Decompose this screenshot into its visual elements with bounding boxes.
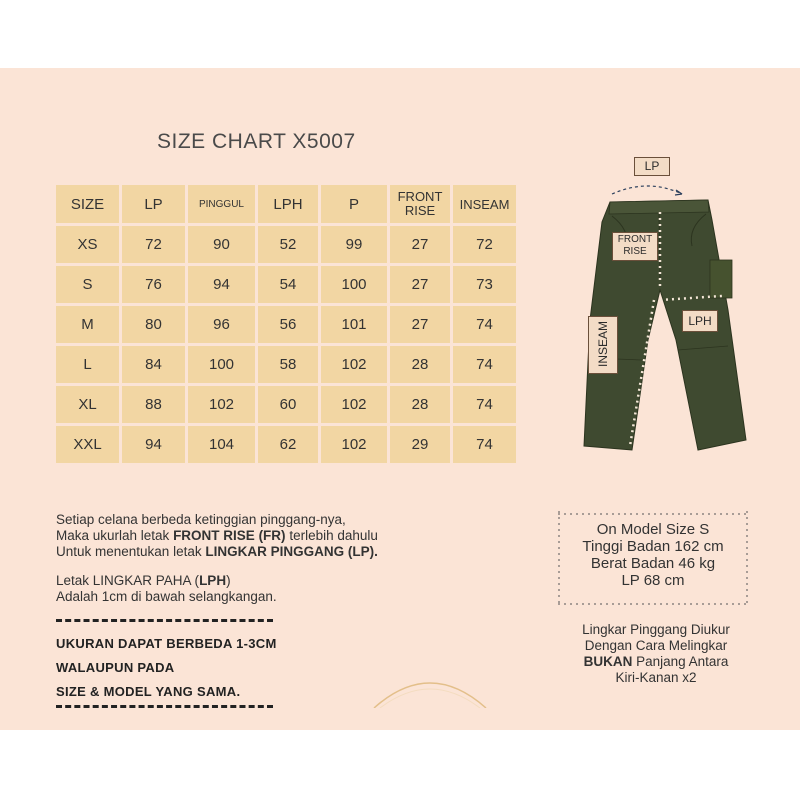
cell-pinggul: 104: [188, 426, 255, 463]
cell-lph: 52: [258, 226, 318, 263]
cell-pinggul: 96: [188, 306, 255, 343]
cell-p: 102: [321, 346, 387, 383]
label-lp: LP: [634, 157, 670, 176]
cell-front-rise: 28: [390, 346, 450, 383]
note-line: Adalah 1cm di bawah selangkangan.: [56, 589, 277, 604]
measurement-notes: [56, 512, 378, 605]
note-line: Setiap celana berbeda ketinggian pinggang-nya,: [56, 512, 346, 527]
label-front-rise: [612, 232, 658, 261]
label-inseam: [588, 316, 618, 374]
header-lph: LPH: [258, 185, 318, 223]
model-weight: Berat Badan 46 kg: [590, 555, 716, 572]
model-waist: LP 68 cm: [621, 572, 685, 589]
cell-front-rise: 27: [390, 226, 450, 263]
spacer: [56, 560, 378, 573]
note-line: [56, 544, 378, 560]
model-size: On Model Size S: [596, 521, 710, 538]
cell-lp: 84: [122, 346, 185, 383]
label-front-rise-line: RISE: [623, 246, 647, 257]
table-row: [56, 426, 516, 463]
cell-size: XXL: [56, 426, 119, 463]
waist-measure-note: [560, 622, 752, 686]
warning-line-2: WALAUPUN PADA: [56, 660, 175, 675]
cell-inseam: 72: [453, 226, 516, 263]
cell-lp: 80: [122, 306, 185, 343]
warning-line-3: SIZE & MODEL YANG SAMA.: [56, 684, 241, 699]
waist-note-line: Kiri-Kanan x2: [615, 670, 697, 685]
header-front-rise-text: FRONT RISE: [397, 189, 443, 218]
header-front-rise: [390, 185, 450, 223]
cell-lp: 72: [122, 226, 185, 263]
cell-front-rise: 27: [390, 306, 450, 343]
note-bold: LPH: [199, 573, 227, 588]
size-chart-table: [53, 182, 519, 466]
model-info-box: [557, 511, 749, 607]
note-text: Maka ukurlah letak: [56, 528, 174, 543]
waist-note-line: Lingkar Pinggang Diukur: [582, 622, 730, 637]
table-row: [56, 226, 516, 263]
cell-inseam: 74: [453, 426, 516, 463]
cell-p: 102: [321, 426, 387, 463]
note-line: [56, 573, 378, 589]
header-size: SIZE: [56, 185, 119, 223]
cell-p: 102: [321, 386, 387, 423]
cell-lph: 54: [258, 266, 318, 303]
table-row: [56, 306, 516, 343]
header-inseam: INSEAM: [453, 185, 516, 223]
cell-pinggul: 102: [188, 386, 255, 423]
cell-front-rise: 29: [390, 426, 450, 463]
waist-note-bold: BUKAN: [583, 654, 633, 669]
table-header-row: [56, 185, 516, 223]
warning-line-1: UKURAN DAPAT BERBEDA 1-3CM: [56, 636, 277, 651]
cell-pinggul: 94: [188, 266, 255, 303]
cell-inseam: 74: [453, 306, 516, 343]
note-bold: LINGKAR PINGGANG (LP).: [205, 544, 378, 559]
pants-illustration: [560, 150, 760, 460]
note-bold: FRONT RISE (FR): [173, 528, 286, 543]
note-text: Letak LINGKAR PAHA (: [56, 573, 200, 588]
cell-lp: 94: [122, 426, 185, 463]
cell-lph: 60: [258, 386, 318, 423]
cell-size: S: [56, 266, 119, 303]
cell-pinggul: 100: [188, 346, 255, 383]
model-height: Tinggi Badan 162 cm: [582, 538, 724, 555]
page-title: SIZE CHART X5007: [157, 130, 356, 153]
cell-lp: 76: [122, 266, 185, 303]
waist-note-text: Panjang Antara: [632, 654, 729, 669]
label-front-rise-line: FRONT: [617, 234, 653, 245]
cell-size: M: [56, 306, 119, 343]
header-lp: LP: [122, 185, 185, 223]
dashed-divider-bottom: [56, 705, 273, 708]
cell-pinggul: 90: [188, 226, 255, 263]
table-row: [56, 266, 516, 303]
label-lph: LPH: [682, 310, 718, 332]
note-text: terlebih dahulu: [285, 528, 378, 543]
header-pinggul: PINGGUL: [188, 185, 255, 223]
cell-front-rise: 27: [390, 266, 450, 303]
cell-lph: 56: [258, 306, 318, 343]
cell-p: 99: [321, 226, 387, 263]
note-text: ): [226, 573, 231, 588]
cell-p: 100: [321, 266, 387, 303]
cell-inseam: 74: [453, 386, 516, 423]
cell-lph: 58: [258, 346, 318, 383]
cell-size: L: [56, 346, 119, 383]
note-line: [56, 528, 378, 544]
cell-lph: 62: [258, 426, 318, 463]
cell-p: 101: [321, 306, 387, 343]
waist-note-line: [560, 654, 752, 670]
note-text: Untuk menentukan letak: [56, 544, 206, 559]
label-inseam-text: INSEAM: [596, 321, 610, 368]
pants-diagram: [560, 150, 760, 460]
cell-inseam: 73: [453, 266, 516, 303]
cell-size: XS: [56, 226, 119, 263]
table-row: [56, 346, 516, 383]
decorative-arc: [370, 668, 490, 708]
waist-note-line: Dengan Cara Melingkar: [584, 638, 728, 653]
table-row: [56, 386, 516, 423]
cell-front-rise: 28: [390, 386, 450, 423]
header-p: P: [321, 185, 387, 223]
dashed-divider-top: [56, 619, 273, 622]
cell-size: XL: [56, 386, 119, 423]
cell-lp: 88: [122, 386, 185, 423]
cell-inseam: 74: [453, 346, 516, 383]
